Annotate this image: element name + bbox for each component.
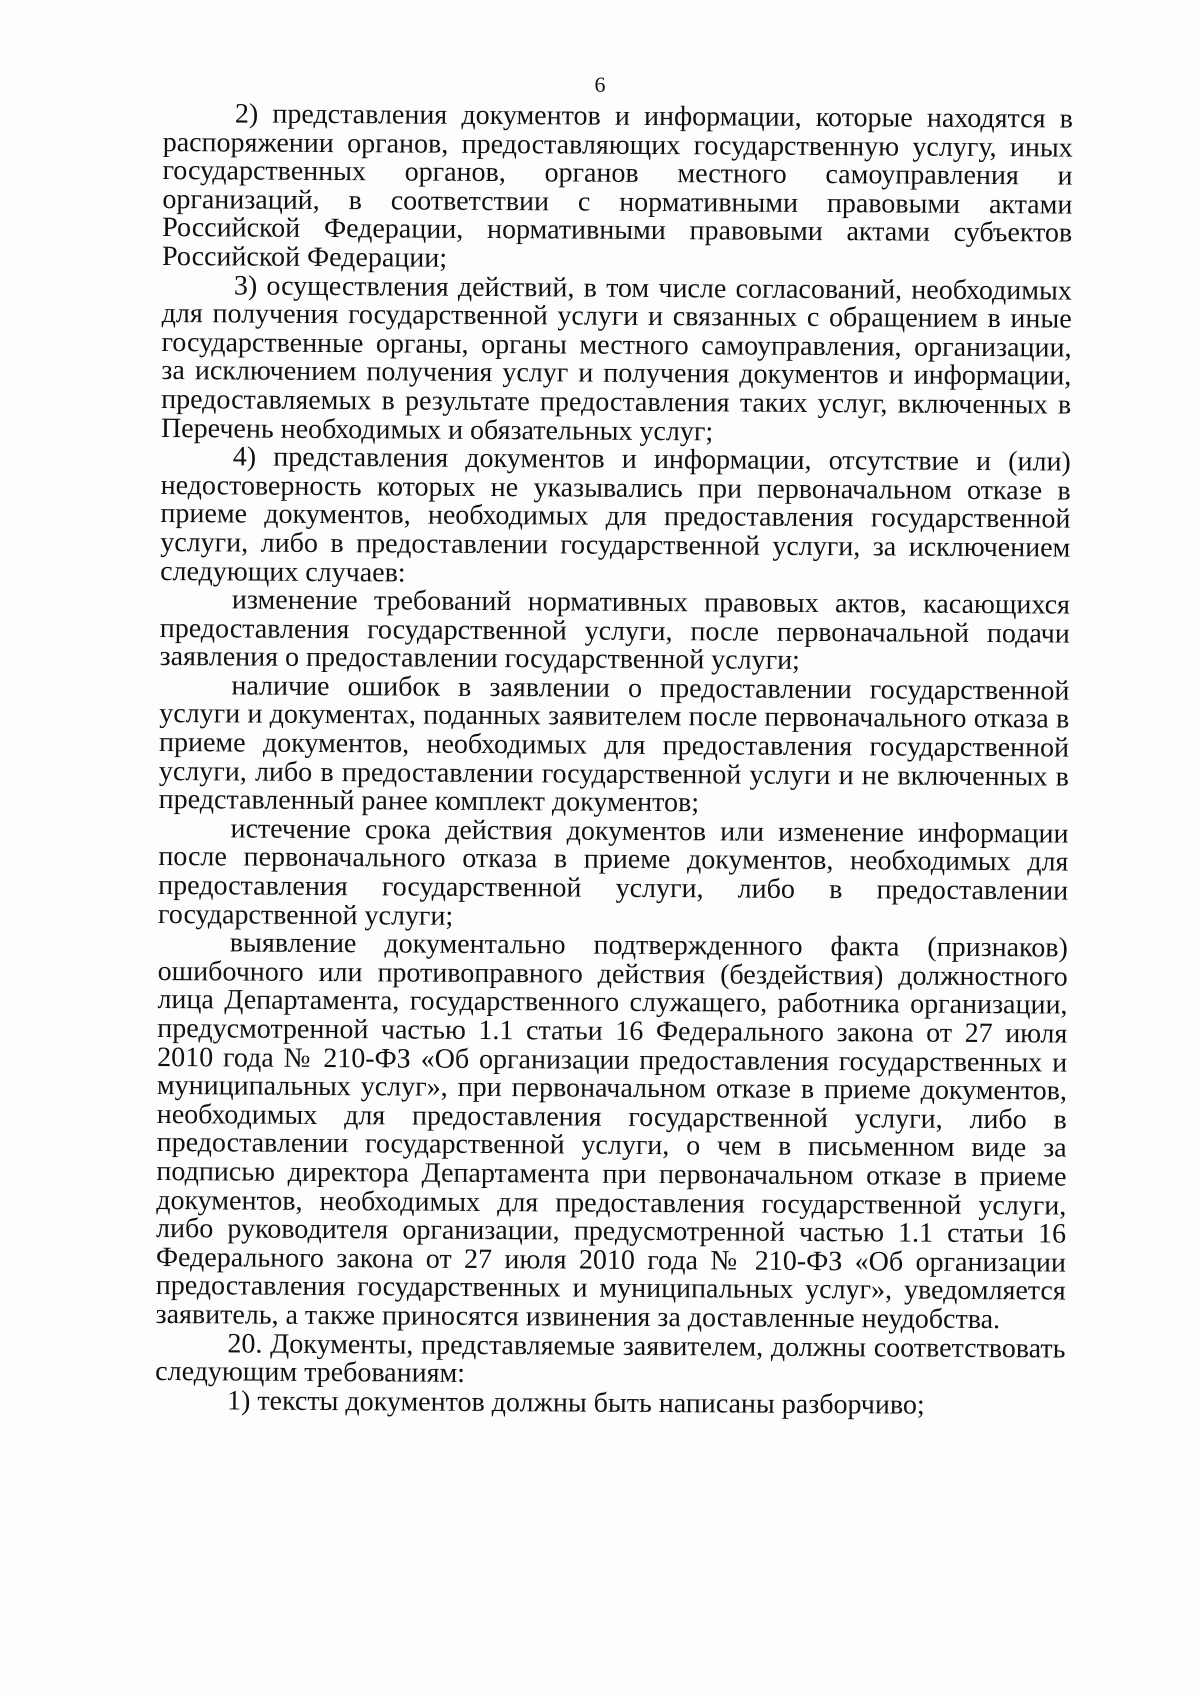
- paragraph-case-misconduct: выявление документально подтвержденного факта (признаков) ошибочного или противоправного действия (бездействия) должностного лица Департамента, государственного служащего, работника организации, предусмотренной частью 1.1 статьи 16 Федерального закона от 27 июля 2010 года № 210-ФЗ «Об организации предоставления государственных и муниципальных услуг», при первоначальном отказе в приеме документов, необходимых для предоставления государственной услуги, либо в предоставлении государственной услуги, о чем в письменном виде за подписью директора Департамента при первоначальном отказе в приеме документов, необходимых для предоставления государственной услуги, либо руководителя организации, предусмотренной частью 1.1 статьи 16 Федерального закона от 27 июля 2010 года № 210-ФЗ «Об организации предоставления государственных и муниципальных услуг», уведомляется заявитель, а также приносятся извинения за доставленные неудобства.: [155, 927, 1068, 1336]
- document-body: [155, 100, 1073, 1421]
- paragraph-item-2: 2) представления документов и информации, которые находятся в распоряжении органов, предоставляющих государственную услугу, иных государственных органов, органов местного самоуправления и организаций, в соответствии с нормативными правовыми актами Российской Федерации, нормативными правовыми актами субъектов Российской Федерации;: [161, 98, 1073, 274]
- paragraph-case-errors: наличие ошибок в заявлении о предоставлении государственной услуги и документах, поданных заявителем после первоначального отказа в приеме документов, необходимых для предоставления государственной услуги, либо в предоставлении государственной услуги и не включенных в представленный ранее комплект документов;: [158, 670, 1070, 819]
- paragraph-item-4: 4) представления документов и информации, отсутствие и (или) недостоверность которых не указывались при первоначальном отказе в приеме документов, необходимых для предоставления государственной услуги, либо в предоставлении государственной услуги, за исключением следующих случаев:: [160, 441, 1071, 588]
- page-number: 6: [594, 72, 606, 97]
- paragraph-case-expiry: истечение срока действия документов или изменение информации после первоначального отказа в приеме документов, необходимых для предоставления государственной услуги, либо в предоставлении государственной услуги;: [157, 813, 1069, 932]
- paragraph-section-20: 20. Документы, представляемые заявителем, должны соответствовать следующим требованиям:: [155, 1327, 1066, 1389]
- paragraph-requirement-1: 1) тексты документов должны быть написаны разборчиво;: [226, 1385, 925, 1421]
- paragraph-case-requirements-change: изменение требований нормативных правовых актов, касающихся предоставления государственной услуги, после первоначальной подачи заявления о предоставлении государственной услуги;: [159, 584, 1071, 677]
- paragraph-item-3: 3) осуществления действий, в том числе согласований, необходимых для получения государственной услуги и связанных с обращением в иные государственные органы, органы местного самоуправления, организации, за исключением получения услуг и получения документов и информации, предоставляемых в результате предоставления таких услуг, включенных в Перечень необходимых и обязательных услуг;: [160, 269, 1072, 447]
